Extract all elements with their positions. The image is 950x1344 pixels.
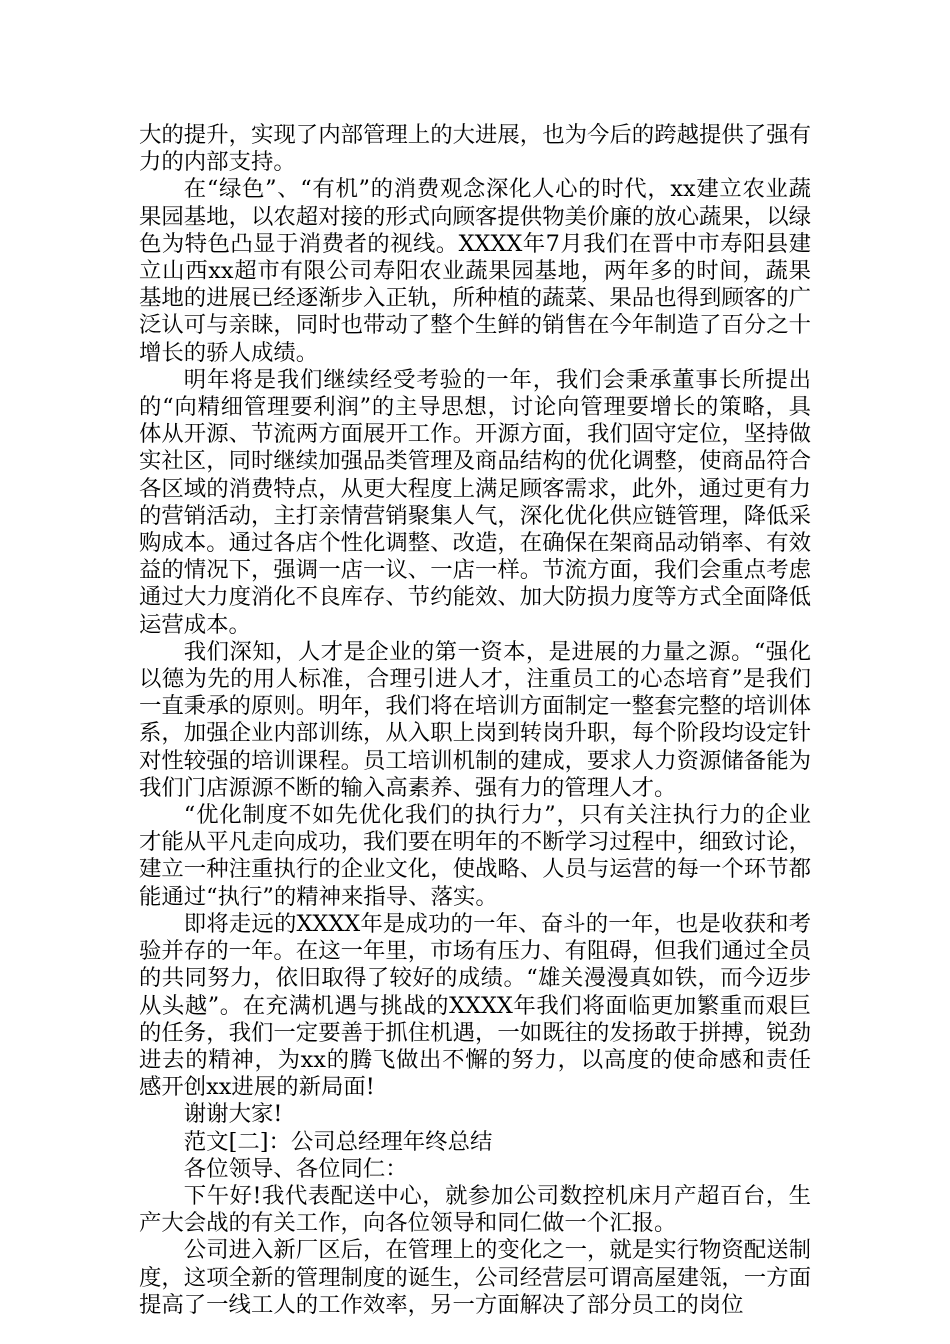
paragraph-next-year-plan: 明年将是我们继续经受考验的一年，我们会秉承董事长所提出的“向精细管理要利润”的主导思想，讨论向管理要增长的策略，具体从开源、节流两方面展开工作。开源方面，我们固守定位，坚持做实社区，同时继续加强品类管理及商品结构的优化调整，使商品符合各区域的消费特点，从更大程度上满足顾客需求，此外，通过更有力的营销活动，主打亲情营销聚集人气，深化优化供应链管理，降低采购成本。通过各店个性化调整、改造，在确保在架商品动销率、有效益的情况下，强调一店一议、一店一样。节流方面，我们会重点考虑通过大力度消化不良库存、节约能效、加大防损力度等方式全面降低运营成本。	[139, 366, 811, 638]
paragraph-green-organic-base: 在“绿色”、“有机”的消费观念深化人心的时代，xx建立农业蔬果园基地，以农超对接的形式向顾客提供物美价廉的放心蔬果，以绿色为特色凸显于消费者的视线。XXXX年7月我们在晋中市寿阳县建立山西xx超市有限公司寿阳农业蔬果园基地，两年多的时间，蔬果基地的进展已经逐渐步入正轨，所种植的蔬菜、果品也得到顾客的广泛认可与亲睐，同时也带动了整个生鲜的销售在今年制造了百分之十增长的骄人成绩。	[139, 176, 811, 366]
paragraph-continuation: 大的提升，实现了内部管理上的大进展，也为今后的跨越提供了强有力的内部支持。	[139, 122, 811, 176]
paragraph-salutation: 各位领导、各位同仁：	[183, 1155, 408, 1182]
paragraph-greeting: 下午好!我代表配送中心，就参加公司数控机床月产超百台，生产大会战的有关工作，向各位领导和同仁做一个汇报。	[139, 1182, 811, 1237]
paragraph-new-factory: 公司进入新厂区后，在管理上的变化之一，就是实行物资配送制度，这项全新的管理制度的诞生，公司经营层可谓高屋建瓴，一方面提高了一线工人的工作效率，另一方面解决了部分员工的岗位	[139, 1237, 811, 1318]
paragraph-thanks: 谢谢大家!	[183, 1101, 283, 1128]
paragraph-year-summary: 即将走远的XXXX年是成功的一年、奋斗的一年，也是收获和考验并存的一年。在这一年里，市场有压力、有阻碍，但我们通过全员的共同努力，依旧取得了较好的成绩。“雄关漫漫真如铁，而今迈步从头越”。在充满机遇与挑战的XXXX年我们将面临更加繁重而艰巨的任务，我们一定要善于抓住机遇，一如既往的发扬敢于拼搏，锐劲进去的精神，为xx的腾飞做出不懈的努力，以高度的使命感和责任感开创xx进展的新局面!	[139, 910, 811, 1101]
section-heading: 范文[二]：公司总经理年终总结	[183, 1128, 493, 1155]
document-page	[139, 122, 811, 1319]
paragraph-talent: 我们深知，人才是企业的第一资本，是进展的力量之源。“强化以德为先的用人标准，合理引进人才，注重员工的心态培育”是我们一直秉承的原则。明年，我们将在培训方面制定一整套完整的培训体系，加强企业内部训练，从入职上岗到转岗升职，每个阶段均设定针对性较强的培训课程。员工培训机制的建成，要求人力资源储备能为我们门店源源不断的输入高素养、强有力的管理人才。	[139, 638, 811, 801]
paragraph-execution: “优化制度不如先优化我们的执行力”，只有关注执行力的企业才能从平凡走向成功，我们要在明年的不断学习过程中，细致讨论，建立一种注重执行的企业文化，使战略、人员与运营的每一个环节都能通过“执行”的精神来指导、落实。	[139, 802, 811, 910]
